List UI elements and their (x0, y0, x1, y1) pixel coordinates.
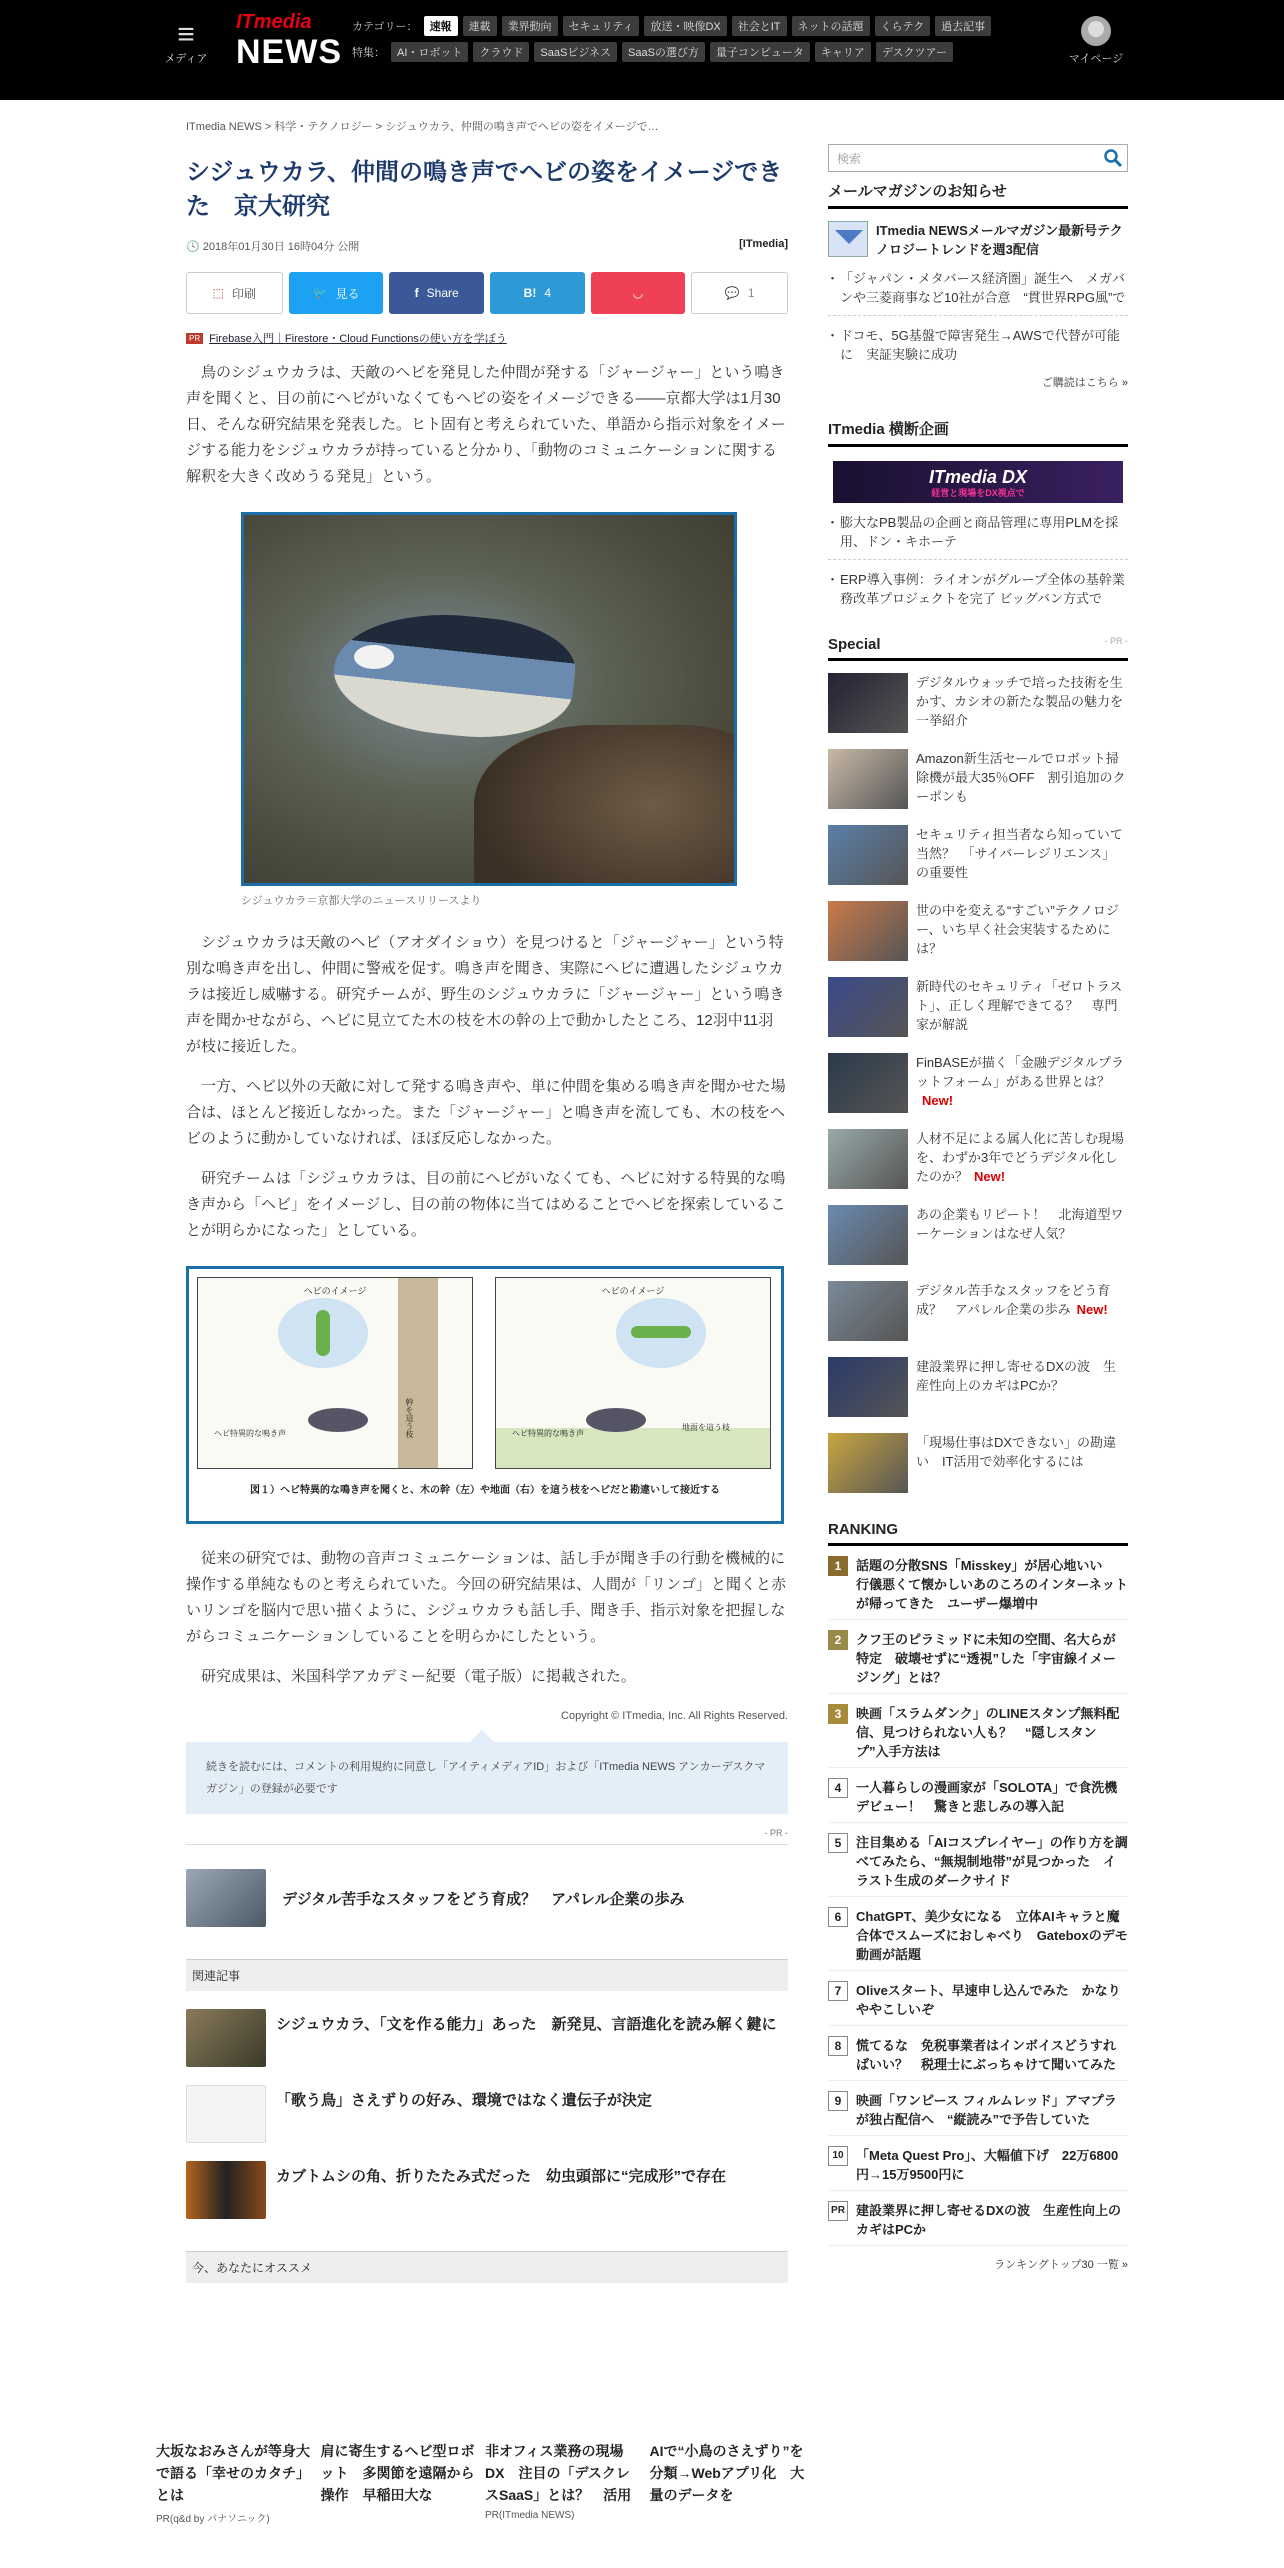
special-item[interactable] (828, 825, 1128, 889)
ranking-number: 10 (828, 2146, 848, 2166)
recommend-section (156, 2440, 806, 2525)
media-menu-label: メディア (164, 53, 208, 65)
special-title: Amazon新生活セールでロボット掃除機が最大35％OFF 割引追加のクーポンも (916, 751, 1126, 804)
special-thumbnail (828, 1205, 908, 1265)
trunk-label: 幹を這う枝 (405, 1398, 414, 1438)
special-thumbnail (828, 673, 908, 733)
feature-label: 特集： (352, 47, 385, 59)
kikaku-heading-text: ITmedia 横断企画 (828, 421, 949, 438)
ranking-item[interactable] (828, 1778, 1128, 1823)
recommend-heading: 今、あなたにオススメ (186, 2251, 788, 2283)
comment-count: 1 (747, 286, 755, 300)
mail-item[interactable]: ・ ドコモ、5G基盤で障害発生→AWSで代替が可能に 実証実験に成功 (828, 326, 1128, 364)
mail-magazine[interactable] (828, 221, 1128, 259)
tree-trunk (398, 1278, 438, 1468)
related-thumbnail (186, 2009, 266, 2067)
ranking-item[interactable] (828, 2036, 1128, 2081)
logo-news: NEWS (236, 33, 342, 71)
special-thumbnail (828, 749, 908, 809)
snake-image (631, 1326, 691, 1338)
figure-panel-ground (495, 1277, 771, 1469)
feature-tag[interactable]: SaaSビジネス (534, 42, 617, 62)
feature-nav (352, 42, 958, 62)
mail-icon (828, 221, 868, 257)
call-label: ヘビ特異的な鳴き声 (512, 1429, 584, 1438)
pr-tag: - PR - (764, 1828, 788, 1838)
pr-thumbnail (186, 1869, 266, 1927)
facebook-label: Share (426, 286, 459, 300)
figure-caption: 図１）ヘビ特異的な鳴き声を聞くと、木の幹（左）や地面（右）を這う枝をヘビだと勘違いして接近する (250, 1485, 720, 1496)
recommend-source: PR(ITmedia NEWS) (485, 2510, 575, 2521)
call-label: ヘビ特異的な鳴き声 (214, 1429, 286, 1438)
special-text (916, 1205, 1128, 1269)
twitter-icon: 🐦 (312, 286, 328, 300)
ground-label: 地面を這う枝 (682, 1423, 730, 1432)
special-item[interactable] (828, 1433, 1128, 1497)
special-item[interactable] (828, 977, 1128, 1041)
pocket-icon: ◡ (632, 286, 644, 300)
ranking-number: 4 (828, 1778, 848, 1798)
special-item[interactable] (828, 1053, 1128, 1117)
ranking-item[interactable] (828, 2146, 1128, 2191)
ranking-title: 映画「ワンピース フィルムレッド」アマプラが独占配信へ “縦読み”で予告していた (856, 2093, 1117, 2127)
special-title: デジタルウォッチで培った技術を生かす、カシオの新たな製品の魅力を一挙紹介 (916, 675, 1123, 728)
ranking-number: PR (828, 2201, 848, 2221)
ranking-number: 7 (828, 1981, 848, 2001)
feature-tag[interactable]: デスクツアー (876, 42, 953, 62)
special-item[interactable] (828, 1129, 1128, 1193)
share-bar (186, 272, 788, 314)
category-tag[interactable]: くらテク (875, 16, 931, 36)
ranking-title: 注目集める「AIコスプレイヤー」の作り方を調べてみたら、“無規制地帯”が見つかった イラスト生成のダークサイド (856, 1835, 1128, 1888)
comments-button[interactable] (691, 272, 788, 314)
ranking-title: 慌てるな 免税事業者はインボイスどうすればいい？ 税理士にぶっちゃけて聞いてみた (856, 2038, 1117, 2072)
recommend-source (321, 2510, 478, 2525)
twitter-label: 見る (335, 286, 360, 301)
special-text (916, 673, 1128, 737)
figure-panel-trunk (197, 1277, 473, 1469)
feature-tag[interactable]: キャリア (815, 42, 871, 62)
site-header (0, 0, 1284, 100)
new-badge: New! (922, 1093, 954, 1108)
pr-article-title: デジタル苦手なスタッフをどう育成？ アパレル企業の歩み (282, 1890, 685, 1908)
category-tag[interactable]: 業界動向 (502, 16, 558, 36)
special-item[interactable] (828, 1357, 1128, 1421)
photo-bird (328, 603, 579, 747)
article-column (186, 118, 788, 2283)
mail-title: ITmedia NEWSメールマガジン最新号テクノロジートレンドを週3配信 (876, 223, 1123, 257)
category-nav (352, 16, 996, 36)
article-paragraph: 従来の研究では、動物の音声コミュニケーションは、話し手が聞き手の行動を機械的に操作する単純なものと考えられていた。今回の研究結果は、人間が「リンゴ」と聞くと赤いリンゴを脳内で思い描くように、シジュウカラも話し手、聞き手、指示対象を把握しながらコミュニケーションしていることを明らかにしたという。 (186, 1550, 787, 1645)
search-icon[interactable] (1103, 148, 1123, 168)
related-title: シジュウカラ、「文を作る能力」あった 新発見、言語進化を読み解く鍵に (276, 2016, 777, 2033)
recommend-grid (156, 2440, 806, 2506)
special-title: 新時代のセキュリティ「ゼロトラスト」、正しく理解できてる？ 専門家が解説 (916, 979, 1123, 1032)
article-paragraph: 一方、ヘビ以外の天敵に対して発する鳴き声や、単に仲間を集める鳴き声を聞かせた場合は、ほとんど接近しなかった。また「ジャージャー」と鳴き声を流しても、木の枝をヘビのように動かしていなければ、ほぼ反応しなかった。 (186, 1078, 786, 1147)
hamburger-icon: ≡ (177, 18, 195, 51)
hatena-bookmark-button[interactable] (490, 272, 585, 314)
special-thumbnail (828, 825, 908, 885)
kikaku-item[interactable]: ・ 膨大なPB製品の企画と商品管理に専用PLMを採用、ドン・キホーテ (828, 513, 1128, 560)
feature-tag[interactable]: クラウド (473, 42, 529, 62)
recommend-source: PR(q&d by パナソニック) (156, 2514, 270, 2525)
new-badge: New! (974, 1169, 1006, 1184)
pr-article[interactable] (186, 1844, 788, 1927)
special-text (916, 1053, 1128, 1117)
special-list (828, 673, 1128, 1497)
special-text (916, 1433, 1128, 1497)
related-title: カブトムシの角、折りたたみ式だった 幼虫頭部に“完成形”で存在 (276, 2168, 727, 2185)
bird-illustration (308, 1408, 368, 1432)
dx-banner-title: ITmedia DX (928, 467, 1028, 487)
special-text (916, 1357, 1128, 1421)
recommend-source (650, 2510, 807, 2525)
feature-tag[interactable]: AI・ロボット (391, 42, 468, 62)
category-tag[interactable]: 放送・映像DX (644, 16, 726, 36)
sidebar (828, 144, 1128, 2272)
print-label: 印刷 (232, 286, 257, 301)
category-tag[interactable]: 過去記事 (935, 16, 991, 36)
ranking-title: 建設業界に押し寄せるDXの波 生産性向上のカギはPCか (856, 2203, 1122, 2237)
ranking-title: 話題の分散SNS「Misskey」が居心地いい 行儀悪くて懐かしいあのころのインターネットが帰ってきた ユーザー爆増中 (856, 1558, 1128, 1611)
photo-bird-cheek (354, 645, 394, 669)
ranking-heading (828, 1521, 1128, 1546)
panel-title: ヘビのイメージ (601, 1286, 665, 1296)
publish-date-text: 2018年01月30日 16時04分 公開 (202, 241, 360, 253)
comment-notice[interactable]: 続きを読むには、コメントの利用規約に同意し「アイティメディアID」および「ITmedia NEWS アンカーデスクマガジン」の登録が必要です (186, 1742, 788, 1814)
article-paragraph: 鳥のシジュウカラは、天敵のヘビを発見した仲間が発する「ジャージャー」という鳴き声を聞くと、目の前にヘビがいなくてもヘビの姿をイメージできる――京都大学は1月30日、そんな研究結果を発表した。ヒト固有と考えられていた、単語から指示対象をイメージする能力をシジュウカラが持っていると分かり、「動物のコミュニケーションに関する解釈を大きく改めうる発見」という。 (186, 364, 786, 485)
related-item[interactable] (186, 2085, 788, 2143)
related-list (186, 2009, 788, 2219)
special-text (916, 977, 1128, 1041)
ranking-item[interactable] (828, 1907, 1128, 1971)
special-text (916, 825, 1128, 889)
category-tag[interactable]: 連載 (463, 16, 497, 36)
print-icon: ⬚ (212, 286, 224, 300)
bird-photo[interactable] (241, 512, 737, 886)
article-source: [ITmedia] (739, 238, 788, 250)
category-tag[interactable]: セキュリティ (563, 16, 640, 36)
article-title: シジュウカラ、仲間の鳴き声でヘビの姿をイメージできた 京大研究 (186, 159, 783, 220)
ranking-item[interactable] (828, 1833, 1128, 1897)
ranking-item[interactable] (828, 2201, 1128, 2246)
pr-link[interactable]: Firebase入門｜Firestore・Cloud Functionsの使い方を学ぼう (209, 333, 507, 345)
ranking-title: 一人暮らしの漫画家が「SOLOTA」で食洗機デビュー！ 驚きと悲しみの導入記 (856, 1780, 1118, 1814)
special-text (916, 749, 1128, 813)
logo-itmedia: ITmedia (236, 11, 312, 33)
related-heading: 関連記事 (186, 1959, 788, 1991)
special-title: デジタル苦手なスタッフをどう育成？ アパレル企業の歩み (916, 1283, 1111, 1317)
special-text (916, 901, 1128, 965)
category-tag[interactable]: 社会とIT (732, 16, 787, 36)
special-thumbnail (828, 1281, 908, 1341)
recommend-item[interactable]: 大坂なおみさんが等身大で語る「幸せのカタチ」とは (156, 2443, 310, 2503)
special-item[interactable] (828, 749, 1128, 813)
dx-banner-sub: 経営と現場をDX視点で (931, 488, 1025, 498)
mail-subscribe-link[interactable]: ご購読はこちら » (1041, 377, 1128, 389)
ranking-title: クフ王のピラミッドに未知の空間、名大らが特定 破壊せずに“透視”した「宇宙線イメージング」とは？ (856, 1632, 1116, 1685)
new-badge: New! (1076, 1302, 1108, 1317)
article-paragraph: 研究チームは「シジュウカラは、目の前にヘビがいなくても、ヘビに対する特異的な鳴き声から「ヘビ」をイメージし、目の前の物体に当てはめることでヘビを探索していることが明らかになった」としている。 (186, 1170, 786, 1239)
special-thumbnail (828, 1357, 908, 1417)
ranking-title: ChatGPT、美少女になる 立体AIキャラと魔合体でスムーズにおしゃべり Gateboxのデモ動画が話題 (856, 1909, 1128, 1962)
special-title: FinBASEが描く「金融デジタルプラットフォーム」がある世界とは？ (916, 1055, 1124, 1089)
related-thumbnail (186, 2085, 266, 2143)
research-figure[interactable] (186, 1266, 784, 1524)
hatena-icon: B! (523, 286, 537, 300)
category-tag[interactable]: ネットの話題 (792, 16, 870, 36)
ranking-item[interactable] (828, 1556, 1128, 1620)
special-text (916, 1281, 1128, 1345)
article-paragraph: 研究成果は、米国科学アカデミー紀要（電子版）に掲載された。 (201, 1668, 636, 1685)
panel-title: ヘビのイメージ (303, 1286, 367, 1296)
mail-heading-text: メールマガジンのお知らせ (828, 183, 1007, 200)
special-heading-text: Special (828, 636, 881, 653)
pr-link-row (186, 330, 788, 346)
article-meta (186, 238, 788, 254)
special-thumbnail (828, 1129, 908, 1189)
ranking-more-link[interactable]: ランキングトップ30 一覧 » (994, 2259, 1128, 2271)
related-thumbnail (186, 2161, 266, 2219)
special-item[interactable] (828, 901, 1128, 965)
special-thumbnail (828, 1053, 908, 1113)
ranking-number: 2 (828, 1630, 848, 1650)
mypage-button[interactable] (1066, 16, 1126, 66)
mail-heading (828, 180, 1128, 209)
site-logo[interactable] (236, 10, 340, 74)
search-input[interactable] (828, 144, 1128, 172)
related-item[interactable] (186, 2161, 788, 2219)
recommend-sources (156, 2510, 806, 2525)
article-paragraph: シジュウカラは天敵のヘビ（アオダイショウ）を見つけると「ジャージャー」という特別な鳴き声を出し、仲間に警戒を促す。鳴き声を聞き、実際にヘビに遭遇したシジュウカラは接近し威嚇する。研究チームが、野生のシジュウカラに「ジャージャー」という鳴き声を聞かせながら、ヘビに見立てた木の枝を木の幹の上で動かしたところ、12羽中11羽が枝に接近した。 (186, 934, 785, 1055)
ranking-item[interactable] (828, 2091, 1128, 2136)
feature-tag[interactable]: SaaSの選び方 (622, 42, 705, 62)
kikaku-item[interactable]: ・ ERP導入事例：ライオンがグループ全体の基幹業務改革プロジェクトを完了 ビッグバン方式で (828, 570, 1128, 608)
special-title: セキュリティ担当者なら知っていて当然？ 「サイバーレジリエンス」の重要性 (916, 827, 1123, 880)
related-title: 「歌う鳥」さえずりの好み、環境ではなく遺伝子が決定 (276, 2092, 652, 2109)
ranking-number: 6 (828, 1907, 848, 1927)
special-title: 世の中を変える“すごい”テクノロジー、いち早く社会実装するためには？ (916, 903, 1119, 956)
comment-icon: 💬 (724, 286, 740, 300)
breadcrumb[interactable]: ITmedia NEWS > 科学・テクノロジー > シジュウカラ、仲間の鳴き声でヘビの姿をイメージで… (186, 121, 659, 133)
pocket-button[interactable] (591, 272, 686, 314)
pr-badge: PR (186, 333, 203, 344)
ranking-item[interactable] (828, 1704, 1128, 1768)
related-item[interactable] (186, 2009, 788, 2067)
ranking-list (828, 1556, 1128, 2246)
ranking-item[interactable] (828, 1981, 1128, 2026)
special-item[interactable] (828, 673, 1128, 737)
user-icon (1081, 16, 1111, 46)
ranking-number: 3 (828, 1704, 848, 1724)
copyright: Copyright © ITmedia, Inc. All Rights Reserved. (561, 1710, 788, 1722)
media-menu-button[interactable] (163, 20, 209, 66)
ranking-title: Oliveスタート、早速申し込んでみた かなりややこしいぞ (856, 1983, 1121, 2017)
special-heading (828, 636, 1128, 661)
category-label: カテゴリー： (352, 21, 418, 33)
special-item[interactable] (828, 1205, 1128, 1269)
special-thumbnail (828, 1433, 908, 1493)
ranking-title: 「Meta Quest Pro」、大幅値下げ 22万6800円→15万9500円に (856, 2148, 1119, 2182)
special-title: 人材不足による属人化に苦しむ現場を、わずか3年でどうデジタル化したのか？ (916, 1131, 1125, 1184)
ranking-number: 8 (828, 2036, 848, 2056)
special-title: 「現場仕事はDXできない」の勘違い IT活用で効率化するには (916, 1435, 1117, 1469)
kikaku-heading (828, 418, 1128, 447)
twitter-share-button[interactable] (289, 272, 384, 314)
recommend-item[interactable]: 肩に寄生するヘビ型ロボット 多関節を遠隔から操作 早稲田大な (320, 2443, 475, 2503)
recommend-item[interactable]: 非オフィス業務の現場DX 注目の「デスクレスSaaS」とは？ 活用 (485, 2443, 632, 2503)
ranking-number: 1 (828, 1556, 848, 1576)
special-title: 建設業界に押し寄せるDXの波 生産性向上のカギはPCか？ (916, 1359, 1117, 1393)
feature-tag[interactable]: 量子コンピュータ (710, 42, 810, 62)
facebook-icon: f (414, 286, 419, 300)
photo-rock (474, 725, 737, 886)
itmedia-dx-banner[interactable] (833, 461, 1123, 503)
mypage-label: マイページ (1068, 53, 1124, 65)
special-title: あの企業もリピート！ 北海道型ワーケーションはなぜ人気？ (916, 1207, 1124, 1241)
ranking-heading-text: RANKING (828, 1521, 898, 1538)
recommend-item[interactable]: AIで“小鳥のさえずり”を分類→Webアプリ化 大量のデータを (649, 2443, 805, 2503)
special-thumbnail (828, 901, 908, 961)
search-placeholder: 検索 (837, 151, 862, 166)
snake-image (316, 1310, 330, 1356)
photo-caption: シジュウカラ＝京都大学のニュースリリースより (241, 895, 482, 907)
mail-item[interactable]: ・ 「ジャパン・メタバース経済圏」誕生へ メガバンや三菱商事など10社が合意 “貫世界RPG風”で (828, 269, 1128, 316)
special-item[interactable] (828, 1281, 1128, 1345)
print-button[interactable] (186, 272, 283, 314)
ranking-item[interactable] (828, 1630, 1128, 1694)
special-pr: - PR - (1104, 636, 1128, 646)
special-thumbnail (828, 977, 908, 1037)
ranking-number: 5 (828, 1833, 848, 1853)
facebook-share-button[interactable] (389, 272, 484, 314)
bird-illustration (586, 1408, 646, 1432)
category-tag[interactable]: 速報 (424, 16, 458, 36)
ranking-title: 映画「スラムダンク」のLINEスタンプ無料配信、見つけられない人も？ “隠しスタンプ”入手方法は (856, 1706, 1120, 1759)
hatena-count: 4 (544, 286, 552, 300)
special-text (916, 1129, 1128, 1193)
publish-date: 🕓 2018年01月30日 16時04分 公開 (186, 241, 360, 253)
ranking-number: 9 (828, 2091, 848, 2111)
